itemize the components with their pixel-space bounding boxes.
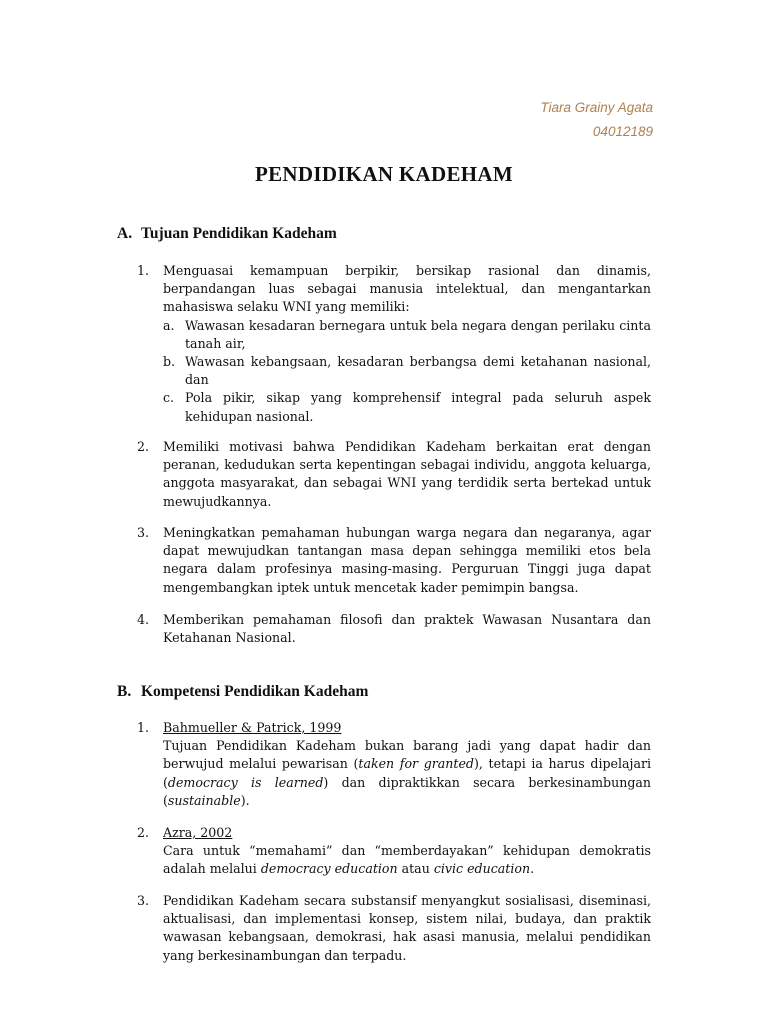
list-item	[137, 824, 651, 879]
reference-citation: Bahmueller & Patrick, 1999	[163, 720, 342, 735]
page-title: PENDIDIKAN KADEHAM	[255, 162, 513, 186]
list-item	[137, 719, 651, 810]
item-text: Memiliki motivasi bahwa Pendidikan Kadeham berkaitan erat dengan peranan, kedudukan serta kepentingan sebagai individu, anggota keluarga, anggota masyarakat, dan sebagai WNI yang terdidik serta bertekad untuk mewujudkannya.	[163, 439, 651, 509]
list-item	[137, 438, 651, 511]
sub-item	[163, 353, 651, 389]
list-item	[137, 611, 651, 647]
item-number: 3.	[137, 525, 150, 540]
list-item	[137, 524, 651, 597]
section-b-heading	[117, 683, 368, 701]
item-text: Menguasai kemampuan berpikir, bersikap rasional dan dinamis, berpandangan luas sebagai manusia intelektual, dan mengantarkan mahasiswa selaku WNI yang memiliki:	[163, 263, 651, 315]
author-name: Tiara Grainy Agata	[540, 100, 653, 115]
item-number: 1.	[137, 263, 150, 278]
reference-citation: Azra, 2002	[163, 825, 233, 840]
section-title: Tujuan Pendidikan Kadeham	[141, 225, 337, 242]
item-number: 3.	[137, 893, 150, 908]
item-text: Cara untuk “memahami” dan “memberdayakan” kehidupan demokratis adalah melalui democracy education atau civic education.	[163, 843, 651, 877]
sub-text: Wawasan kebangsaan, kesadaran berbangsa demi ketahanan nasional, dan	[185, 354, 651, 388]
sub-text: Pola pikir, sikap yang komprehensif integral pada seluruh aspek kehidupan nasional.	[185, 390, 651, 424]
item-number: 2.	[137, 825, 150, 840]
item-number: 1.	[137, 720, 150, 735]
sub-letter: a.	[163, 317, 175, 333]
list-item	[137, 892, 651, 965]
section-letter: B.	[117, 683, 132, 700]
sub-letter: c.	[163, 390, 175, 406]
sub-text: Wawasan kesadaran bernegara untuk bela negara dengan perilaku cinta tanah air,	[185, 317, 651, 351]
list-item	[137, 262, 651, 426]
sub-letter: b.	[163, 354, 176, 370]
section-letter: A.	[117, 225, 133, 242]
section-a-heading	[117, 225, 337, 243]
item-text: Pendidikan Kadeham secara substansif menyangkut sosialisasi, diseminasi, aktualisasi, dan implementasi konsep, sistem nilai, budaya, dan praktik wawasan kebangsaan, demokrasi, hak asasi manusia, melalui pendidikan yang berkesinambungan dan terpadu.	[163, 893, 651, 963]
item-text: Tujuan Pendidikan Kadeham bukan barang jadi yang dapat hadir dan berwujud melalui pewarisan (taken for granted), tetapi ia harus dipelajari (democracy is learned) dan dipraktikkan secara berkesinambungan (sustainable).	[163, 738, 652, 808]
item-text: Memberikan pemahaman filosofi dan praktek Wawasan Nusantara dan Ketahanan Nasional.	[163, 612, 651, 646]
section-title: Kompetensi Pendidikan Kadeham	[141, 683, 369, 700]
item-text: Meningkatkan pemahaman hubungan warga negara dan negaranya, agar dapat mewujudkan tantangan masa depan sehingga memiliki etos bela negara dalam profesinya masing-masing. Perguruan Tinggi juga dapat mengembangkan iptek untuk mencetak kader pemimpin bangsa.	[163, 525, 651, 595]
sub-item	[163, 389, 651, 425]
author-block	[540, 96, 653, 144]
author-id: 04012189	[592, 124, 653, 139]
sub-item	[163, 317, 651, 353]
item-number: 2.	[137, 439, 150, 454]
item-number: 4.	[137, 612, 150, 627]
